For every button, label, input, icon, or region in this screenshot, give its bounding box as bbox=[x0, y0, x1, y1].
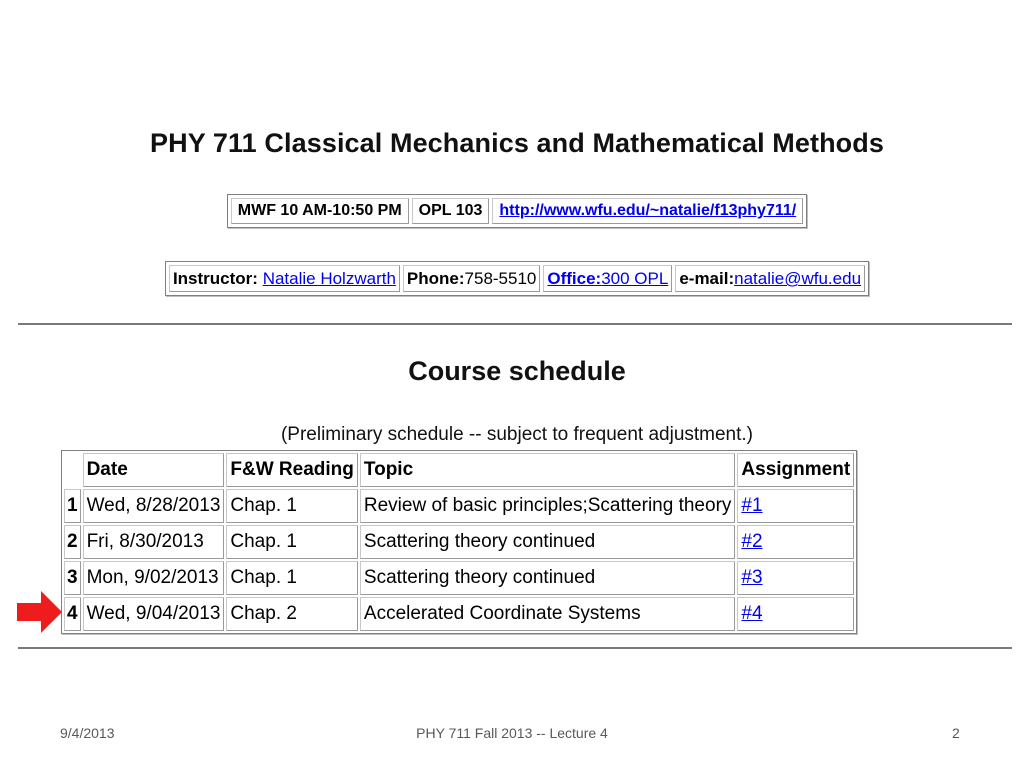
row-date: Fri, 8/30/2013 bbox=[83, 525, 225, 559]
row-number: 3 bbox=[64, 561, 81, 595]
footer-title: PHY 711 Fall 2013 -- Lecture 4 bbox=[416, 725, 608, 741]
instructor-cell bbox=[169, 265, 400, 292]
row-assignment-cell bbox=[737, 525, 854, 559]
header-num bbox=[64, 453, 81, 487]
row-date: Mon, 9/02/2013 bbox=[83, 561, 225, 595]
slide-title: PHY 711 Classical Mechanics and Mathematical Methods bbox=[150, 128, 884, 158]
office-label-link[interactable]: Office: bbox=[547, 269, 602, 288]
row-topic: Scattering theory continued bbox=[360, 561, 736, 595]
phone-cell bbox=[403, 265, 540, 292]
row-number: 2 bbox=[64, 525, 81, 559]
class-room: OPL 103 bbox=[412, 198, 490, 224]
header-topic: Topic bbox=[360, 453, 736, 487]
email-cell bbox=[675, 265, 865, 292]
table-row bbox=[64, 489, 854, 523]
course-url-cell bbox=[492, 198, 803, 224]
row-date: Wed, 8/28/2013 bbox=[83, 489, 225, 523]
assignment-link[interactable]: #3 bbox=[741, 567, 763, 588]
course-info-table bbox=[227, 194, 807, 228]
schedule-title: Course schedule bbox=[408, 356, 626, 386]
schedule-note: (Preliminary schedule -- subject to frequent adjustment.) bbox=[280, 424, 754, 445]
schedule-table bbox=[61, 450, 857, 634]
instructor-info-table bbox=[165, 261, 869, 296]
row-reading: Chap. 1 bbox=[226, 561, 358, 595]
table-row bbox=[64, 525, 854, 559]
course-info-row bbox=[0, 194, 1024, 228]
row-assignment-cell bbox=[737, 561, 854, 595]
schedule-header-row bbox=[64, 453, 854, 487]
course-url-link[interactable]: http://www.wfu.edu/~natalie/f13phy711/ bbox=[499, 202, 797, 219]
row-topic: Review of basic principles;Scattering theory bbox=[360, 489, 736, 523]
row-reading: Chap. 1 bbox=[226, 525, 358, 559]
row-reading: Chap. 1 bbox=[226, 489, 358, 523]
row-reading: Chap. 2 bbox=[226, 597, 358, 631]
row-topic: Scattering theory continued bbox=[360, 525, 736, 559]
header-assignment: Assignment bbox=[737, 453, 854, 487]
phone-label: Phone: bbox=[406, 269, 465, 288]
right-arrow-icon bbox=[17, 591, 62, 633]
assignment-link[interactable]: #2 bbox=[741, 531, 763, 552]
assignment-link[interactable]: #1 bbox=[741, 495, 763, 516]
email-label: e-mail: bbox=[679, 269, 735, 288]
row-number: 4 bbox=[64, 597, 81, 631]
top-divider bbox=[18, 323, 1012, 325]
assignment-link[interactable]: #4 bbox=[741, 603, 763, 624]
row-topic: Accelerated Coordinate Systems bbox=[360, 597, 736, 631]
instructor-name-link[interactable]: Natalie Holzwarth bbox=[262, 269, 396, 288]
office-value-link[interactable]: 300 OPL bbox=[601, 269, 669, 288]
row-number: 1 bbox=[64, 489, 81, 523]
instructor-info-row bbox=[0, 261, 1024, 296]
table-row bbox=[64, 597, 854, 631]
table-row bbox=[64, 561, 854, 595]
footer-date: 9/4/2013 bbox=[60, 725, 115, 741]
header-reading: F&W Reading bbox=[226, 453, 358, 487]
phone-value: 758-5510 bbox=[464, 269, 537, 288]
row-assignment-cell bbox=[737, 489, 854, 523]
row-assignment-cell bbox=[737, 597, 854, 631]
instructor-label: Instructor: bbox=[172, 269, 258, 288]
row-date: Wed, 9/04/2013 bbox=[83, 597, 225, 631]
office-cell bbox=[543, 265, 672, 292]
class-time: MWF 10 AM-10:50 PM bbox=[231, 198, 409, 224]
email-link[interactable]: natalie@wfu.edu bbox=[734, 269, 862, 288]
header-date: Date bbox=[83, 453, 225, 487]
page-number: 2 bbox=[952, 725, 960, 741]
bottom-divider bbox=[18, 647, 1012, 649]
